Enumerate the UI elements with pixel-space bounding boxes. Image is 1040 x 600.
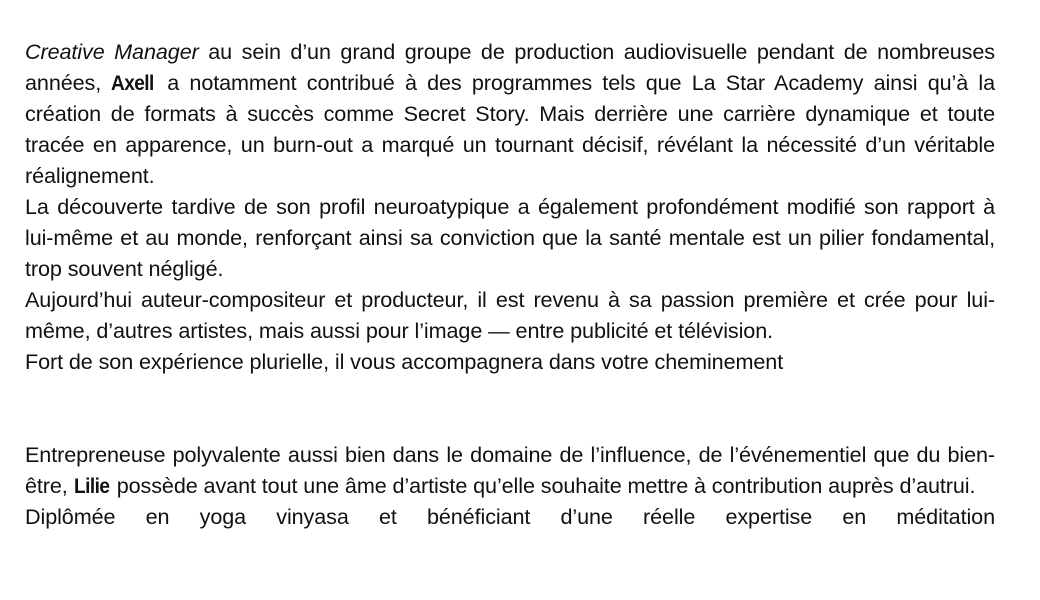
bio-lilie-paragraph-1 bbox=[25, 439, 995, 501]
bio-document bbox=[25, 36, 995, 532]
bio-lilie-paragraph-2: Diplômée en yoga vinyasa et bénéficiant d’une réelle expertise en méditation bbox=[25, 504, 995, 529]
bio-axell-paragraph-4: Fort de son expérience plurielle, il vous accompagnera dans votre cheminement bbox=[25, 349, 784, 374]
person-name-axell: Axell bbox=[111, 70, 155, 95]
bio-axell-text-1a: au sein d’un grand groupe de production audiovisuelle pendant de nombreuses années, bbox=[25, 39, 995, 95]
bio-axell-text-1b: a notamment contribué à des programmes tels que La Star Academy ainsi qu’à la création de formats à succès comme Secret Story. Mais derrière une carrière dynamique et toute tracée en apparence, un burn-out a marqué un tournant décisif, révélant la nécessité d’un véritable réalignement. bbox=[25, 70, 995, 188]
person-name-lilie: Lilie bbox=[73, 473, 109, 498]
bio-axell bbox=[25, 36, 995, 377]
bio-lilie bbox=[25, 439, 995, 532]
bio-axell-paragraph-2: La découverte tardive de son profil neuroatypique a également profondément modifié son rapport à lui-même et au monde, renforçant ainsi sa conviction que la santé mentale est un pilier fondamental, trop souvent négligé. bbox=[25, 194, 995, 281]
bio-axell-paragraph-1 bbox=[25, 36, 995, 191]
bio-lilie-text-1b: possède avant tout une âme d’artiste qu’elle souhaite mettre à contribution auprès d’autrui. bbox=[110, 473, 976, 498]
section-spacer bbox=[25, 377, 995, 439]
role-title: Creative Manager bbox=[25, 39, 199, 64]
bio-lilie-text-1a: Entrepreneuse polyvalente aussi bien dans le domaine de l’influence, de l’événementiel que du bien-être, bbox=[25, 442, 995, 498]
bio-axell-paragraph-3: Aujourd’hui auteur-compositeur et producteur, il est revenu à sa passion première et crée pour lui-même, d’autres artistes, mais aussi pour l’image — entre publicité et télévision. bbox=[25, 287, 995, 343]
